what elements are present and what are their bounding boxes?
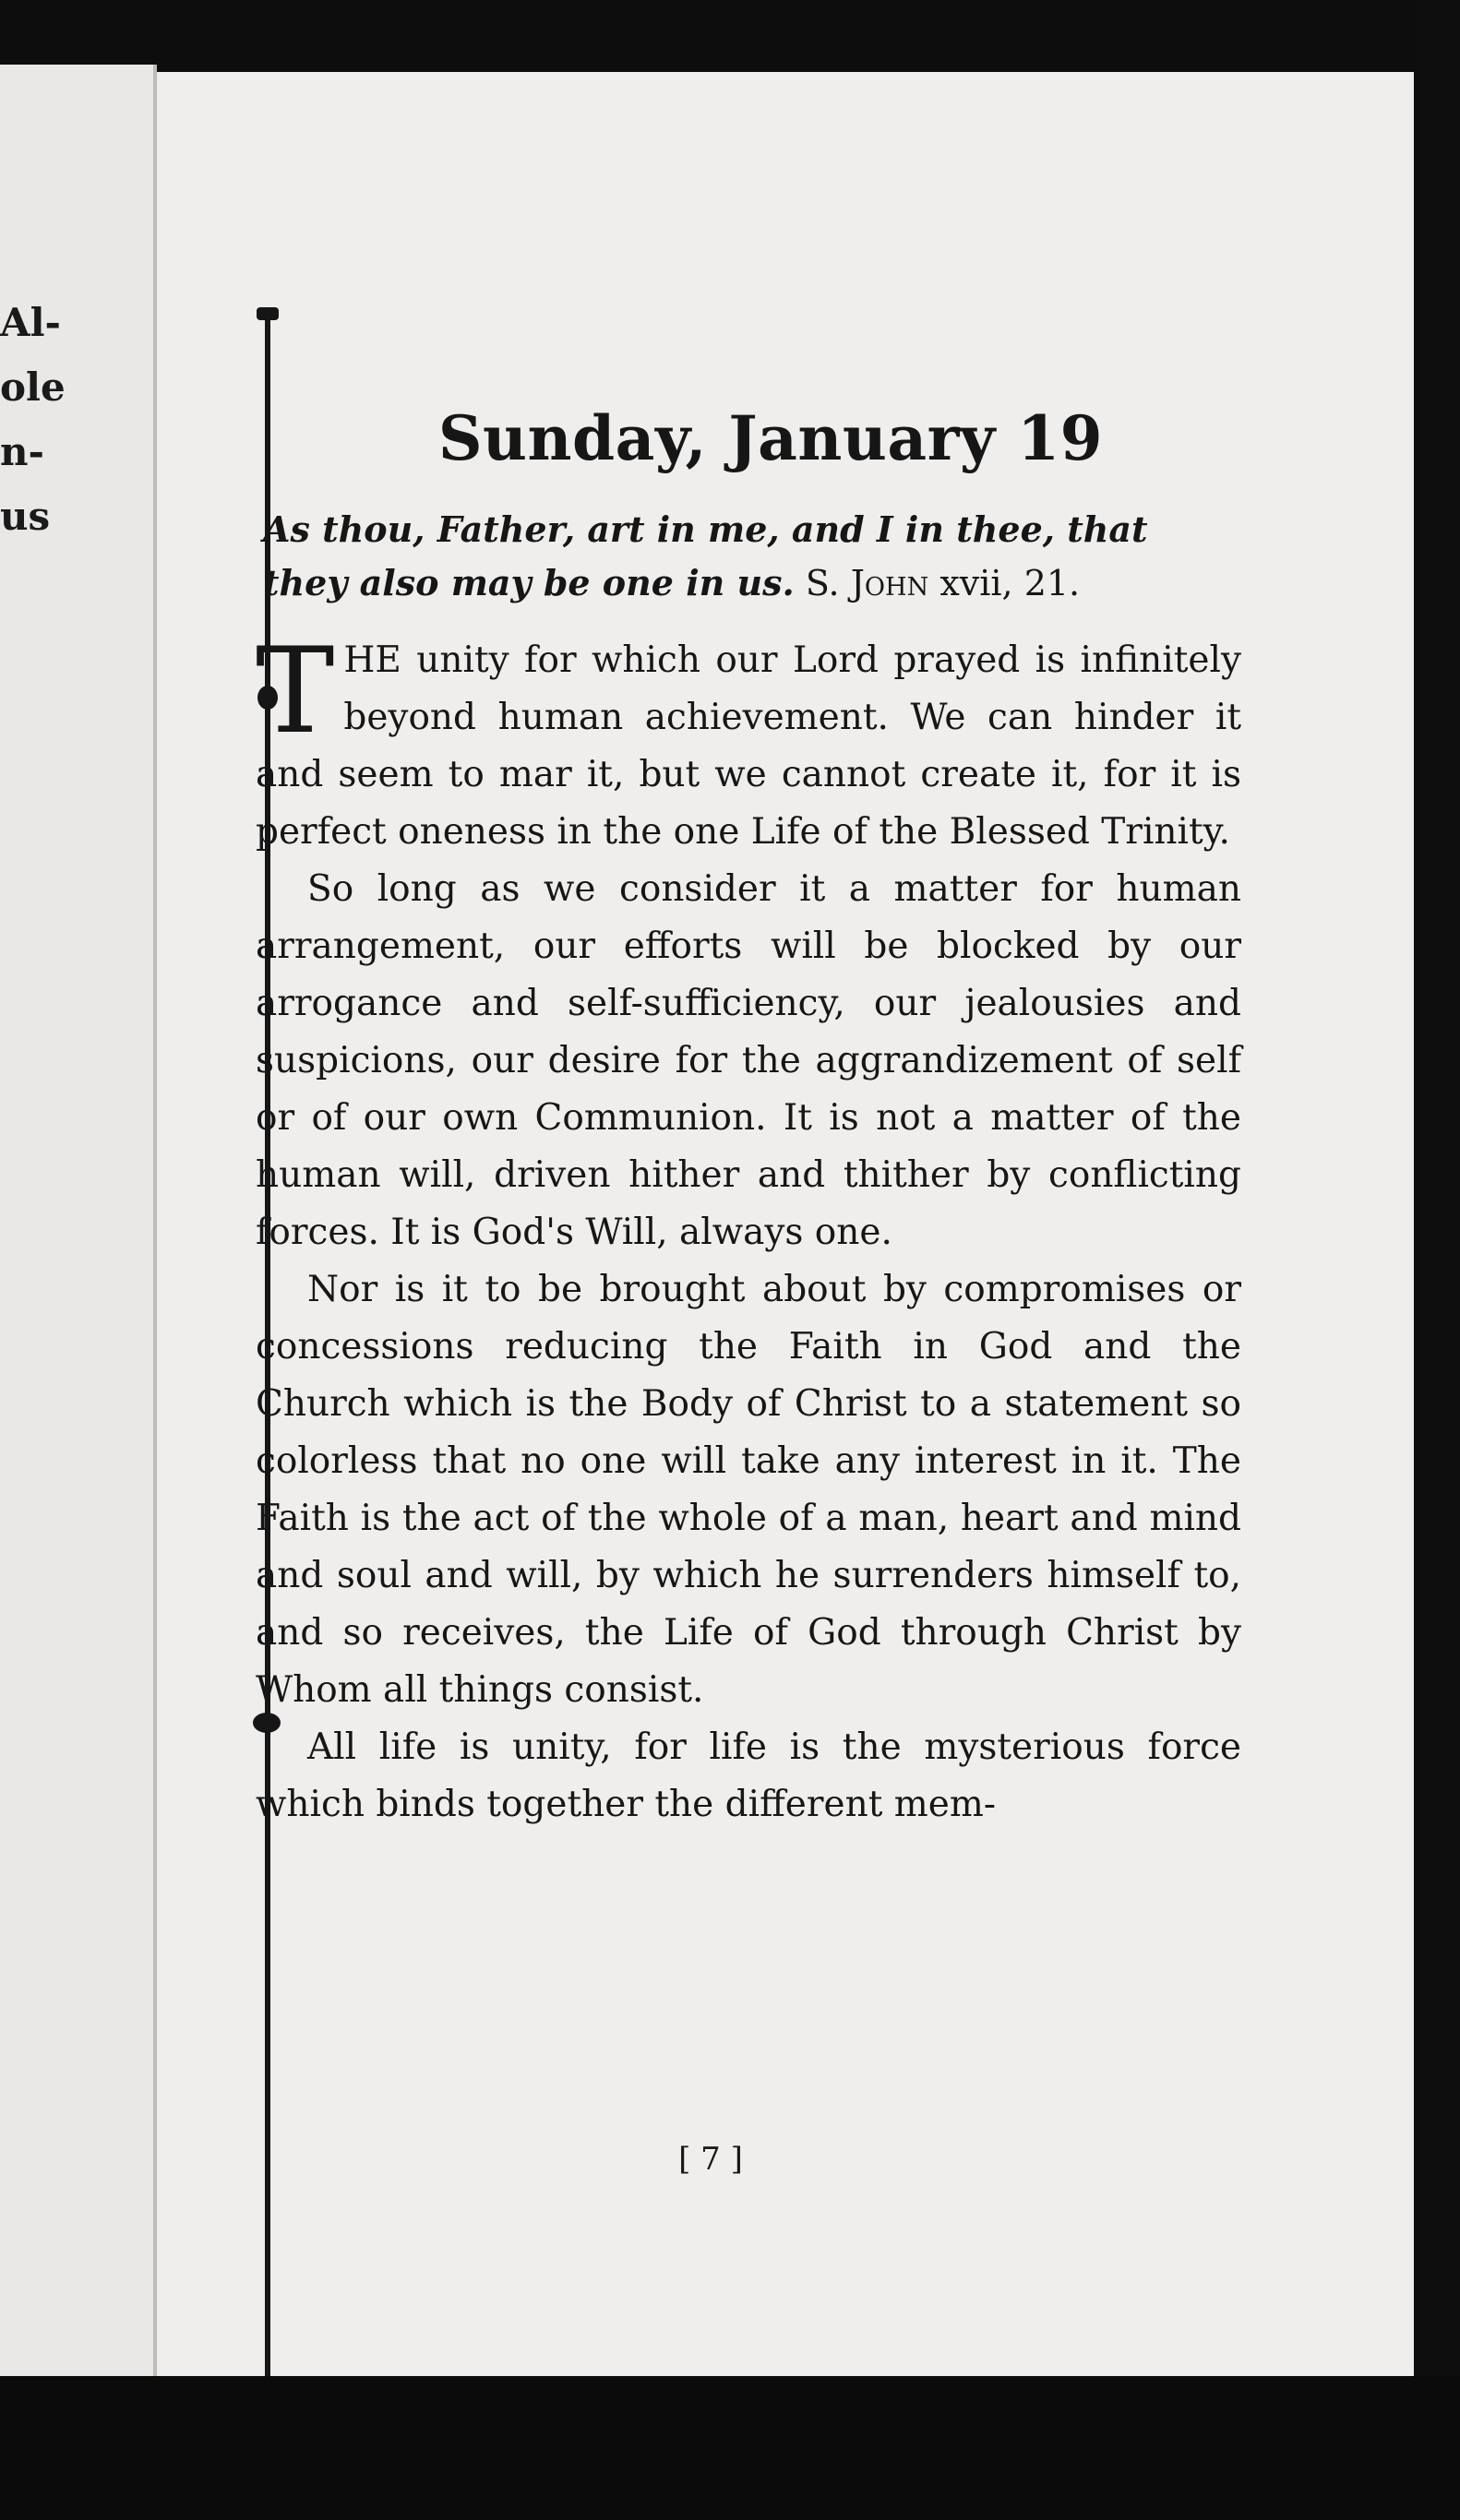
scan-border-top — [0, 0, 1460, 76]
paragraph-4: All life is unity, for life is the mysterious force which binds together the different mem- — [256, 1726, 1241, 1825]
fragment-line: n- — [0, 429, 44, 474]
paragraph-2: So long as we consider it a matter for human arrangement, our efforts will be blocked by our arrogance and self-sufficiency, our jealousies and suspicions, our desire for the aggrandizement of self or of our own Communion. It is not a matter of the human will, driven hither and thither by conflicting forces. It is God's Will, always one. — [256, 868, 1241, 1253]
page-content — [235, 392, 1241, 1833]
facing-page-edge — [0, 65, 157, 2376]
epigraph-verse: As thou, Father, art in me, and I in thee, that they also may be one in us. — [263, 508, 1148, 603]
citation-book: John — [850, 563, 929, 603]
paragraph-1 — [256, 623, 1241, 861]
paragraph-3: Nor is it to be brought about by compromises or concessions reducing the Faith in God and the Church which is the Body of Christ to a statement so colorless that no one will take any interest in it. The Faith is the act of the whole of a man, heart and mind and soul and will, by which he surrenders himself to, and so receives, the Life of God through Christ by Whom all things consist. — [256, 1269, 1241, 1711]
page-corner-shadow — [0, 65, 24, 120]
epigraph-citation — [806, 563, 1080, 603]
scan-border-right — [1414, 0, 1460, 2520]
page-title: Sunday, January 19 — [437, 402, 1104, 474]
paragraph-text: unity for which our Lord prayed is infinitely beyond human achievement. We can hinder it and seem to mar it, but we cannot create it, for it is perfect oneness in the one Life of the Blessed Trinity. — [256, 639, 1241, 853]
epigraph — [263, 503, 1241, 610]
scan-border-bottom — [0, 2376, 1460, 2520]
citation-reference: xvii, 21. — [939, 563, 1081, 603]
drop-cap: T — [256, 623, 335, 760]
fragment-line: us — [0, 494, 51, 539]
facing-page-text-fragments — [0, 291, 66, 549]
fragment-line: Al- — [0, 300, 61, 345]
page-number: [ 7 ] — [678, 2141, 743, 2178]
citation-prefix: S. — [805, 563, 840, 603]
fragment-line: ole — [0, 364, 66, 410]
opening-word: HE — [343, 639, 401, 681]
